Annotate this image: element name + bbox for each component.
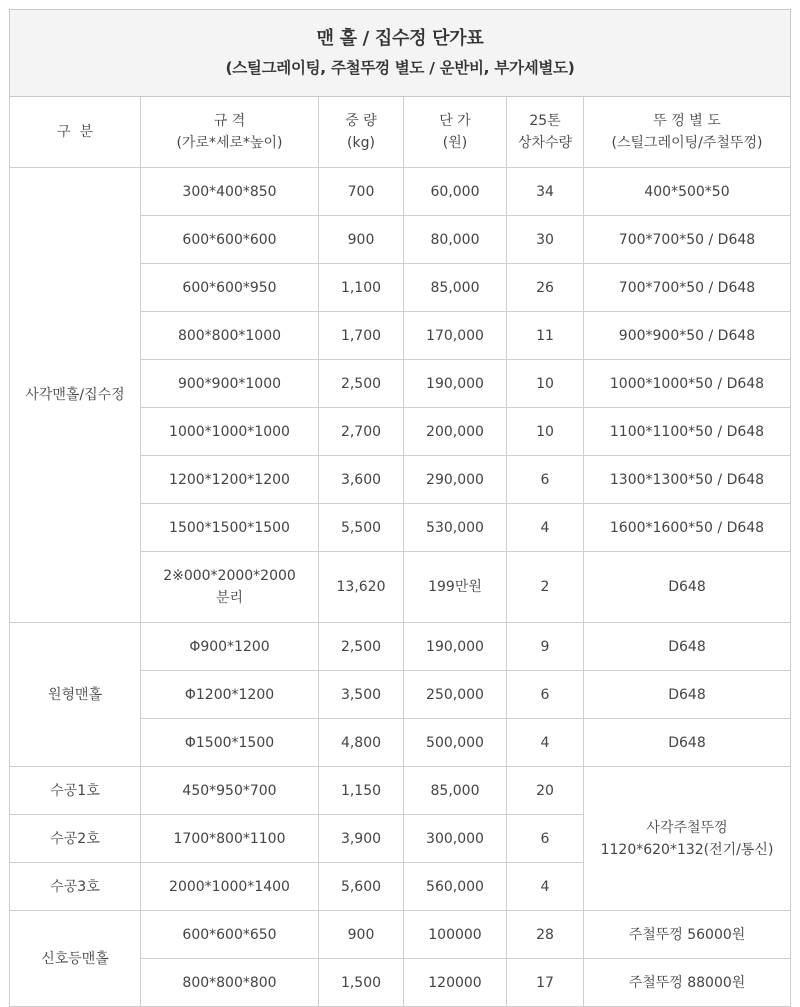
cover-cell: 1600*1600*50 / D648: [584, 504, 791, 552]
weight-cell: 3,500: [319, 671, 404, 719]
header-weight-line2: (kg): [347, 135, 375, 151]
cover-cell: 주철뚜껑 56000원: [584, 911, 791, 959]
load-cell: 2: [507, 552, 584, 623]
weight-cell: 700: [319, 168, 404, 216]
spec-cell: 300*400*850: [141, 168, 319, 216]
category-sugong-3: 수공3호: [10, 863, 141, 911]
spec-cell: Φ900*1200: [141, 623, 319, 671]
load-cell: 10: [507, 408, 584, 456]
load-cell: 6: [507, 456, 584, 504]
title-main: 맨 홀 / 집수정 단가표: [316, 28, 484, 49]
price-cell: 560,000: [404, 863, 507, 911]
price-cell: 190,000: [404, 360, 507, 408]
spec-cell: 1200*1200*1200: [141, 456, 319, 504]
spec-cell: 1500*1500*1500: [141, 504, 319, 552]
header-spec: [141, 97, 319, 168]
weight-cell: 1,700: [319, 312, 404, 360]
header-row: [10, 97, 791, 168]
spec-cell: 900*900*1000: [141, 360, 319, 408]
header-price-line2: (원): [442, 135, 468, 151]
sugong-cover-line1: 사각주철뚜껑: [646, 819, 728, 836]
cover-cell: 400*500*50: [584, 168, 791, 216]
cover-cell: 700*700*50 / D648: [584, 216, 791, 264]
weight-cell: 2,700: [319, 408, 404, 456]
price-cell: 170,000: [404, 312, 507, 360]
weight-cell: 3,900: [319, 815, 404, 863]
price-cell: 120000: [404, 959, 507, 1007]
load-cell: 4: [507, 719, 584, 767]
cover-cell: 1000*1000*50 / D648: [584, 360, 791, 408]
load-cell: 4: [507, 863, 584, 911]
category-sugong-1: 수공1호: [10, 767, 141, 815]
cover-cell: 1100*1100*50 / D648: [584, 408, 791, 456]
weight-cell: 900: [319, 911, 404, 959]
price-cell: 100000: [404, 911, 507, 959]
load-cell: 28: [507, 911, 584, 959]
weight-cell: 2,500: [319, 623, 404, 671]
price-cell: 500,000: [404, 719, 507, 767]
price-cell: 80,000: [404, 216, 507, 264]
weight-cell: 900: [319, 216, 404, 264]
spec-cell: 600*600*650: [141, 911, 319, 959]
header-cover: [584, 97, 791, 168]
title-subtitle: (스틸그레이팅, 주철뚜껑 별도 / 운반비, 부가세별도): [225, 59, 575, 77]
spec-cell: 600*600*950: [141, 264, 319, 312]
load-cell: 6: [507, 815, 584, 863]
spec-cell: 450*950*700: [141, 767, 319, 815]
load-cell: 9: [507, 623, 584, 671]
weight-cell: 1,150: [319, 767, 404, 815]
weight-cell: 1,500: [319, 959, 404, 1007]
load-cell: 26: [507, 264, 584, 312]
price-cell: 200,000: [404, 408, 507, 456]
spec-cell: 600*600*600: [141, 216, 319, 264]
header-cover-line2: (스틸그레이팅/주철뚜껑): [611, 135, 763, 151]
category-round-manhole: 원형맨홀: [10, 623, 141, 767]
sugong-cover-cell: [584, 767, 791, 911]
price-cell: 290,000: [404, 456, 507, 504]
header-category: 구 분: [10, 97, 141, 168]
load-cell: 30: [507, 216, 584, 264]
weight-cell: 2,500: [319, 360, 404, 408]
price-table-container: [9, 9, 790, 1007]
load-cell: 17: [507, 959, 584, 1007]
spec-cell: 2※000*2000*2000분리: [141, 552, 319, 623]
header-spec-line1: 규 격: [213, 113, 246, 129]
table-row: [10, 168, 791, 216]
price-cell: 250,000: [404, 671, 507, 719]
table-title: [10, 10, 791, 97]
load-cell: 6: [507, 671, 584, 719]
header-load: [507, 97, 584, 168]
table-row: [10, 623, 791, 671]
cover-cell: D648: [584, 719, 791, 767]
header-cover-line1: 뚜 껑 별 도: [653, 113, 721, 129]
load-cell: 11: [507, 312, 584, 360]
price-cell: 300,000: [404, 815, 507, 863]
price-cell: 530,000: [404, 504, 507, 552]
cover-cell: 주철뚜껑 88000원: [584, 959, 791, 1007]
spec-cell: Φ1500*1500: [141, 719, 319, 767]
weight-cell: 4,800: [319, 719, 404, 767]
category-square-manhole: 사각맨홀/집수정: [10, 168, 141, 623]
price-table: [9, 9, 791, 1007]
cover-cell: 900*900*50 / D648: [584, 312, 791, 360]
header-price-line1: 단 가: [439, 113, 471, 129]
load-cell: 20: [507, 767, 584, 815]
cover-cell: D648: [584, 552, 791, 623]
weight-cell: 3,600: [319, 456, 404, 504]
weight-cell: 5,600: [319, 863, 404, 911]
cover-cell: 1300*1300*50 / D648: [584, 456, 791, 504]
header-load-line2: 상차수량: [517, 135, 573, 151]
load-cell: 10: [507, 360, 584, 408]
weight-cell: 1,100: [319, 264, 404, 312]
table-row: [10, 911, 791, 959]
sugong-cover-line2: 1120*620*132(전기/통신): [600, 841, 774, 858]
spec-cell: 1000*1000*1000: [141, 408, 319, 456]
category-signal-manhole: 신호등맨홀: [10, 911, 141, 1007]
spec-cell: Φ1200*1200: [141, 671, 319, 719]
header-weight: [319, 97, 404, 168]
spec-cell: 1700*800*1100: [141, 815, 319, 863]
price-cell: 85,000: [404, 767, 507, 815]
price-cell: 190,000: [404, 623, 507, 671]
cover-cell: D648: [584, 671, 791, 719]
price-cell: 199만원: [404, 552, 507, 623]
price-cell: 60,000: [404, 168, 507, 216]
table-row: [10, 767, 791, 815]
weight-cell: 5,500: [319, 504, 404, 552]
weight-cell: 13,620: [319, 552, 404, 623]
cover-cell: D648: [584, 623, 791, 671]
cover-cell: 700*700*50 / D648: [584, 264, 791, 312]
category-sugong-2: 수공2호: [10, 815, 141, 863]
header-price: [404, 97, 507, 168]
spec-cell: 800*800*1000: [141, 312, 319, 360]
spec-cell: 800*800*800: [141, 959, 319, 1007]
header-spec-line2: (가로*세로*높이): [176, 135, 283, 151]
header-weight-line1: 중 량: [345, 113, 377, 129]
spec-cell: 2000*1000*1400: [141, 863, 319, 911]
load-cell: 34: [507, 168, 584, 216]
header-load-line1: 25톤: [529, 113, 561, 129]
price-cell: 85,000: [404, 264, 507, 312]
load-cell: 4: [507, 504, 584, 552]
